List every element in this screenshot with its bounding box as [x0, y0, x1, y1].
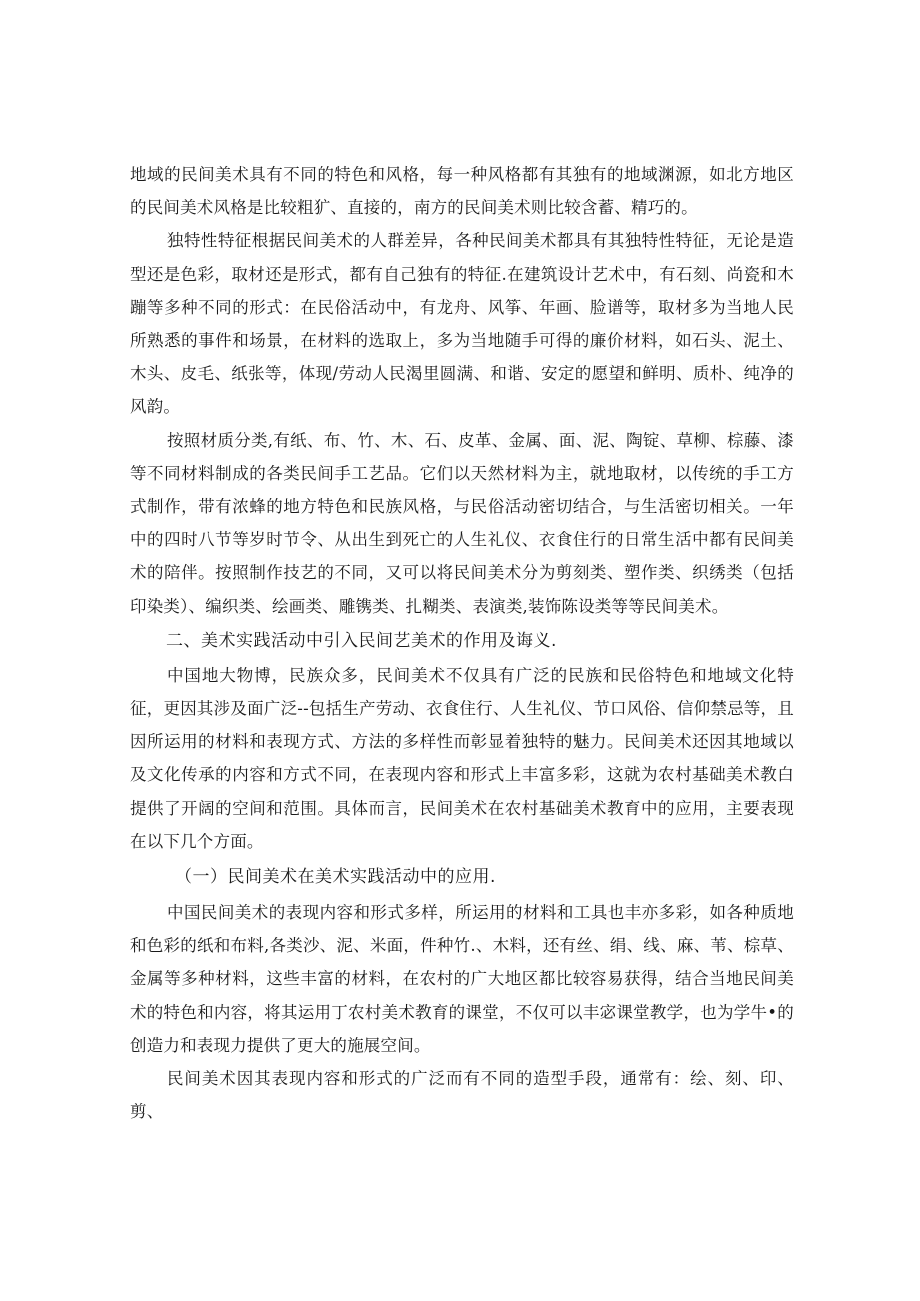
document-page	[130, 158, 794, 1128]
paragraph-materials-application: 中国民间美术的表现内容和形式多样，所运用的材料和工具也丰亦多彩，如各种质地和色彩的纸和布料,各类沙、泥、米面，件种竹.、木料，还有丝、绢、线、麻、苇、棕草、金属等多种材料，这些丰富的材料，在农村的广大地区都比较容易获得，结合当地民间美术的特色和内容，将其运用丁农村美术教育的课堂，不仅可以丰宓课堂教学，也为学牛•的创造力和表现力提供了更大的施展空间。	[130, 903, 794, 1055]
paragraph-uniqueness: 独特性特征根据民间美术的人群差异，各种民间美术都具有其独特性特征，无论是造型还是色彩，取材还是形式，都有自己独有的特征.在建筑设计艺术中，有石刻、尚瓷和木蹦等多种不同的形式：在民俗活动中，有龙舟、风筝、年画、脸谱等，取材多为当地人民所熟悉的事件和场景，在材料的选取上，多为当地随手可得的廉价材料，如石头、泥土、木头、皮毛、纸张等，体现/劳动人民渴里圆满、和谐、安定的愿望和鲜明、质朴、纯净的风韵。	[130, 231, 794, 417]
paragraph-material-classification: 按照材质分类,有纸、布、竹、木、石、皮革、金属、面、泥、陶锭、草柳、棕藤、漆等不同材料制成的各类民间手工艺品。它们以天然材料为主，就地取材，以传统的手工方式制作，带有浓蜂的地方特色和民族风格，与民俗活动密切结合，与生活密切相关。一年中的四时八节等岁时节令、从出生到死亡的人生礼仪、衣食住行的日常生活中都有民间美术的陪伴。按照制作技艺的不同，又可以将民间美术分为剪刻类、塑作类、织绣类（包括印染类）、编织类、绘画类、雕镌类、扎糊类、表演类,装饰陈设类等等民间美术。	[130, 430, 794, 616]
paragraph-significance: 中国地大物博，民族众多，民间美术不仅具有广泛的民族和民俗特色和地域文化特征，更因其涉及面广泛--包括生产劳动、衣食住行、人生礼仪、节口风俗、信仰禁忌等，且因所运用的材料和表现方式、方法的多样性而彰显着独特的魅力。民间美术还因其地域以及文化传承的内容和方式不同，在表现内容和形式上丰富多彩，这就为农村基础美术教白提供了开阔的空间和范围。具体而言，民间美术在农村基础美术教育中的应用，主要表现在以下几个方面。	[130, 665, 794, 851]
section-heading-2: 二、美术实践活动中引入民间艺美术的作用及诲义.	[166, 630, 557, 651]
paragraph-techniques: 民间美术因其表现内容和形式的广泛而有不同的造型手段，通常有：绘、刻、印、剪、	[130, 1069, 794, 1122]
subsection-heading-1: （一）民间美术在美术实践活动中的应用.	[175, 867, 496, 888]
paragraph-regional-style: 地域的民间美术具有不同的特色和风格，每一种风格都有其独有的地域渊源，如北方地区的民间美术风格是比较粗犷、直接的，南方的民间美术则比较含蓄、精巧的。	[130, 165, 794, 218]
